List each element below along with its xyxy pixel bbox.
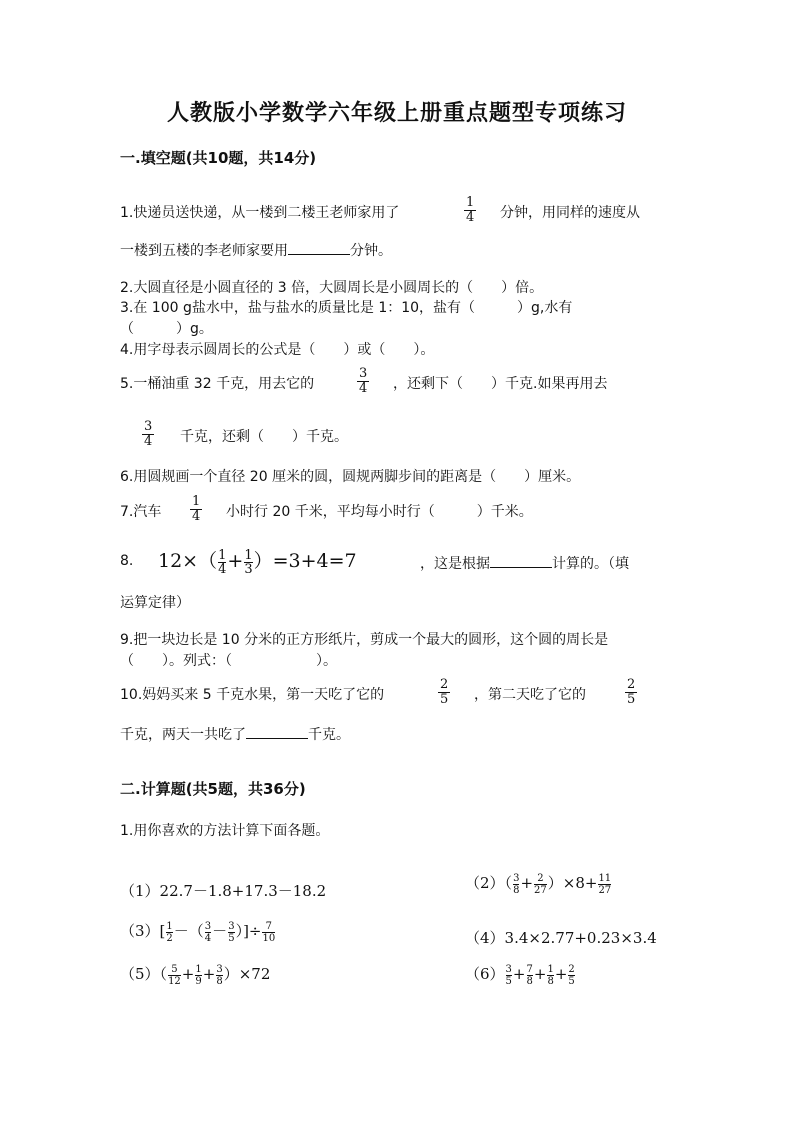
question-10-mid: ，第二天吃了它的 bbox=[474, 687, 586, 703]
question-6: 6.用圆规画一个直径 20 厘米的圆，圆规两脚步间的距离是（ ）厘米。 bbox=[120, 469, 581, 485]
question-10-fraction-2: 2 5 bbox=[627, 677, 636, 707]
question-5-line-1-tail: ，还剩下（ ）千克.如果再用去 bbox=[393, 376, 608, 392]
calc-problem-3: （3）[ $\frac{1}{2}$ －（ $\frac{3}{4}$ － $\frac{3}{5}$ ）]÷ $\frac{7}{10}$ bbox=[120, 920, 276, 944]
section-heading-calculation: 二.计算题(共5题，共36分) bbox=[120, 780, 306, 798]
question-10-head: 10.妈妈买来 5 千克水果，第一天吃了它的 bbox=[120, 687, 385, 703]
question-5-fraction-2: 3 4 bbox=[144, 419, 153, 449]
question-8-equation: 12×（ $\frac{1}{4}$ + $\frac{1}{3}$ ）=3+4=7 bbox=[158, 547, 357, 577]
page-title: 人教版小学数学六年级上册重点题型专项练习 bbox=[166, 100, 627, 126]
question-1-line-2: 一楼到五楼的李老师家要用 分钟。 bbox=[120, 243, 392, 259]
question-8-number: 8. bbox=[120, 553, 134, 569]
question-9-line-2: （ ）。列式：（ ）。 bbox=[120, 653, 337, 669]
answer-blank[interactable] bbox=[288, 242, 350, 255]
question-3-line-1: 3.在 100 g盐水中，盐与盐水的质量比是 1：10，盐有（ ）g,水有 bbox=[120, 300, 573, 316]
calc-problem-5: （5）（ $\frac{5}{12}$ + $\frac{1}{9}$ + $\frac{3}{8}$ ）×72 bbox=[120, 963, 271, 987]
calc-problem-1: （1）22.7－1.8+17.3－18.2 bbox=[120, 882, 327, 900]
calc-problem-6: （6） $\frac{3}{5}$ + $\frac{7}{8}$ + $\frac{1}{8}$ + $\frac{2}{5}$ bbox=[465, 963, 575, 987]
question-9-line-1: 9.把一块边长是 10 分米的正方形纸片，剪成一个最大的圆形，这个圆的周长是 bbox=[120, 632, 609, 648]
question-7-head: 7.汽车 bbox=[120, 504, 162, 520]
calc-problem-4: （4）3.4×2.77+0.23×3.4 bbox=[465, 929, 657, 947]
section-heading-fill-blank: 一.填空题(共10题，共14分) bbox=[120, 149, 317, 167]
question-5-line-2: 千克，还剩（ ）千克。 bbox=[180, 429, 348, 445]
question-10-fraction: 2 5 bbox=[440, 677, 449, 707]
question-2: 2.大圆直径是小圆直径的 3 倍，大圆周长是小圆周长的（ ）倍。 bbox=[120, 280, 544, 296]
answer-blank[interactable] bbox=[490, 555, 552, 568]
question-1-line-1: 1.快递员送快递，从一楼到二楼王老师家用了 bbox=[120, 205, 400, 221]
answer-blank[interactable] bbox=[246, 726, 308, 739]
question-8-line-2: 运算定律） bbox=[120, 595, 190, 611]
question-5-line-1: 5.一桶油重 32 千克，用去它的 bbox=[120, 376, 315, 392]
question-5-fraction: 3 4 bbox=[359, 366, 368, 396]
question-1-line-1-tail: 分钟，用同样的速度从 bbox=[500, 205, 640, 221]
question-8-text: ，这是根据 计算的。（填 bbox=[420, 556, 629, 572]
question-10-line-2: 千克，两天一共吃了 千克。 bbox=[120, 727, 350, 743]
question-7-fraction: 1 4 bbox=[192, 494, 201, 524]
question-4: 4.用字母表示圆周长的公式是（ ）或（ ）。 bbox=[120, 342, 435, 358]
fraction-one-third: $\frac{1}{3}$ bbox=[244, 547, 253, 577]
question-1-fraction: 1 4 bbox=[466, 195, 475, 225]
question-7-tail: 小时行 20 千米，平均每小时行（ ）千米。 bbox=[226, 504, 533, 520]
question-3-line-2: （ ）g。 bbox=[120, 321, 213, 337]
fraction-one-quarter: $\frac{1}{4}$ bbox=[218, 547, 227, 577]
calc-instruction: 1.用你喜欢的方法计算下面各题。 bbox=[120, 823, 330, 839]
calc-problem-2: （2）（ $\frac{3}{8}$ + $\frac{2}{27}$ ）×8+ $\frac{11}{27}$ bbox=[465, 872, 612, 896]
